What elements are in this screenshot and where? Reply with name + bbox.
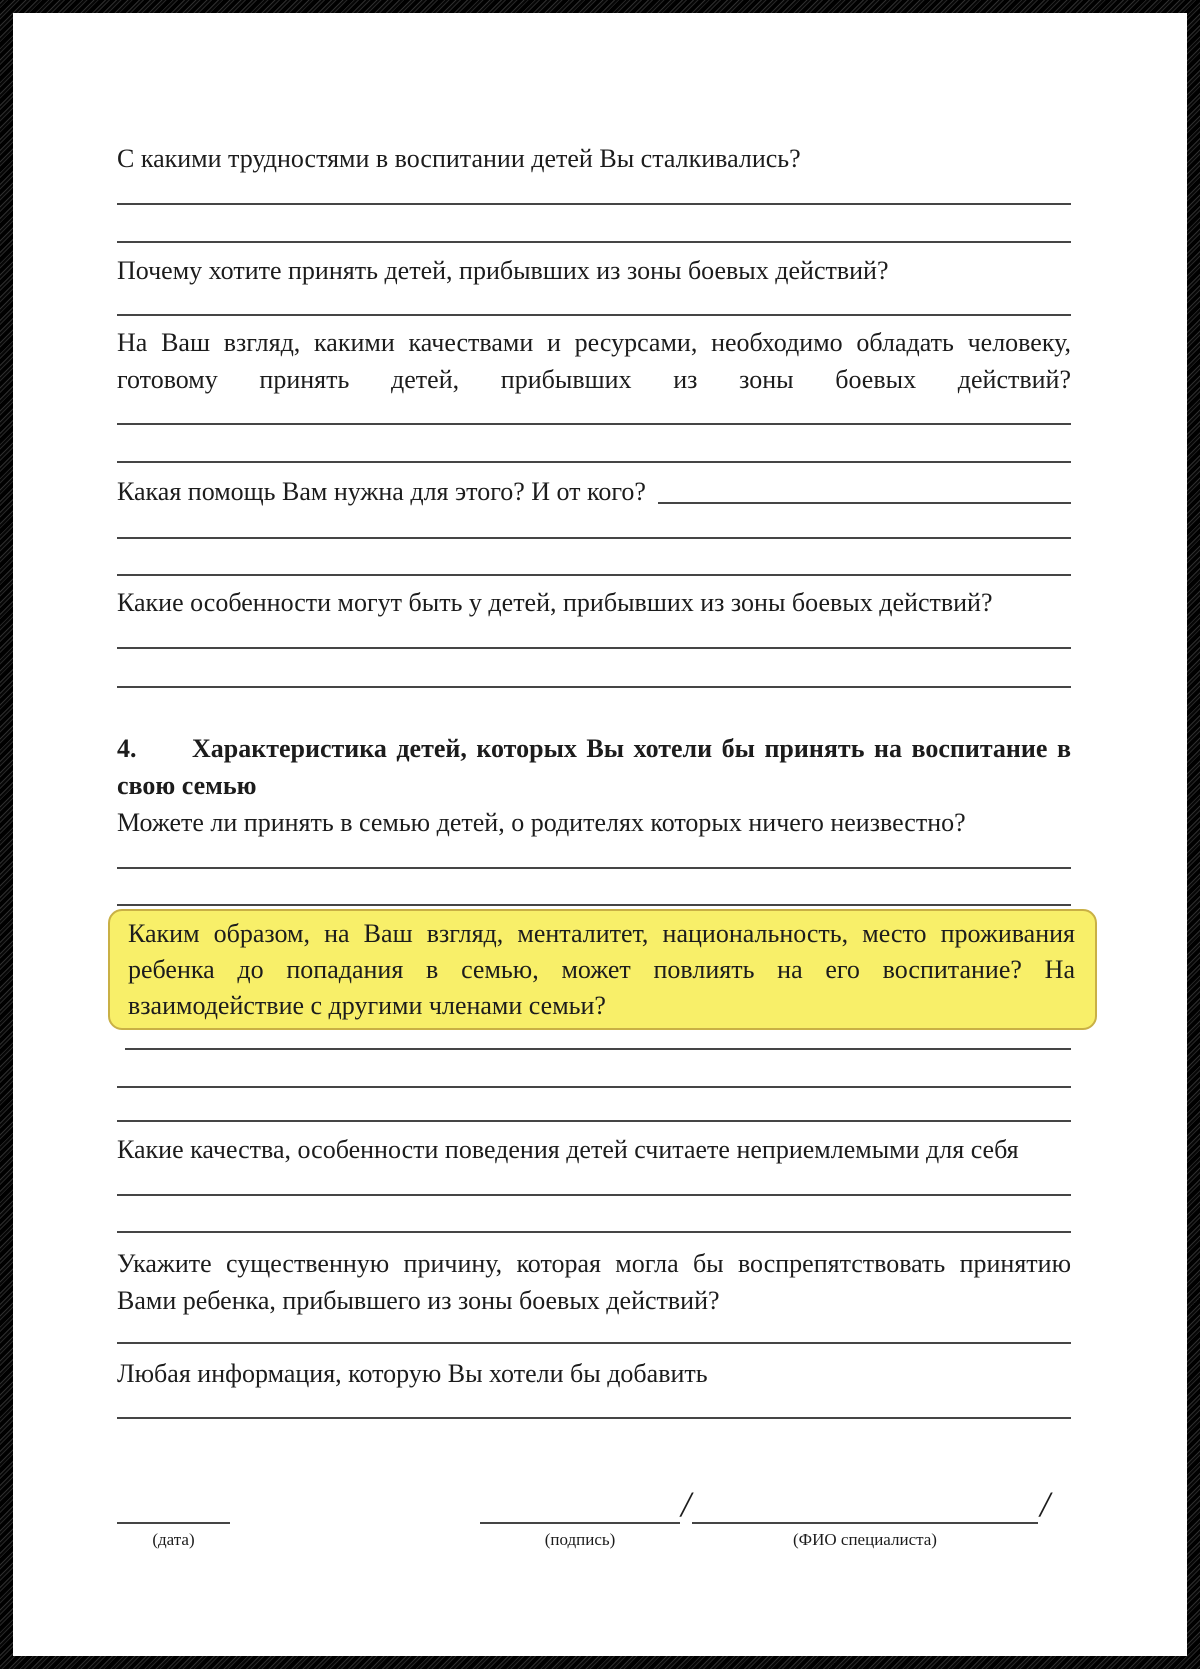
section-4-heading [117,730,1071,804]
question-mentality-highlighted: Каким образом, на Ваш взгляд, менталитет, национальность, место проживания ребенка до попадания в семью, может повлиять на его воспитание? На взаимодействие с другими членами семьи? [128,919,1075,1020]
answer-line [117,1196,1071,1233]
answer-line-inline [658,473,1071,504]
section-4-title: Характеристика детей, которых Вы хотели бы принять на воспитание в свою семью [117,734,1071,800]
answer-line [117,289,1071,316]
answer-line [117,621,1071,649]
answer-line [117,1168,1071,1196]
answer-line [117,1088,1071,1122]
answer-line [117,177,1071,205]
answer-line [117,1392,1071,1419]
question-unknown-parents: Можете ли принять в семью детей, о родителях которых ничего неизвестно? [117,808,966,837]
specialist-name-line [692,1522,1038,1524]
answer-line [117,841,1071,869]
question-help-needed: Какая помощь Вам нужна для этого? И от кого? [117,477,646,506]
question-difficulties: С какими трудностями в воспитании детей Вы сталкивались? [117,144,801,173]
answer-line [117,398,1071,425]
question-unacceptable-traits: Какие качества, особенности поведения детей считаете неприемлемыми для себя [117,1135,1019,1164]
page-content [13,13,1187,1574]
separator-slash: / [681,1484,692,1524]
answer-line [117,510,1071,539]
signature-block [117,1484,1071,1574]
date-line [117,1522,230,1524]
answer-line [117,1319,1071,1344]
question-additional-info: Любая информация, которую Вы хотели бы добавить [117,1359,708,1388]
answer-line [125,1030,1071,1050]
answer-line [117,539,1071,576]
answer-line [117,205,1071,243]
specialist-name-label: (ФИО специалиста) [793,1530,937,1549]
date-label: (дата) [152,1530,195,1549]
question-why-accept: Почему хотите принять детей, прибывших из зоны боевых действий? [117,256,889,285]
highlighted-question-box [108,909,1097,1030]
answer-line [117,425,1071,463]
question-help-needed-row [117,473,1071,510]
answer-line [117,1050,1071,1088]
question-child-peculiarities: Какие особенности могут быть у детей, прибывших из зоны боевых действий? [117,588,993,617]
separator-slash: / [1040,1484,1051,1524]
signature-label: (подпись) [544,1530,616,1549]
signature-line [480,1522,680,1524]
answer-line [117,649,1071,688]
section-4-number: 4. [117,734,137,763]
question-qualities-resources: На Ваш взгляд, какими качествами и ресурсами, необходимо обладать человеку, готовому принять детей, прибывших из зоны боевых действий? [117,328,1071,394]
answer-line [117,869,1071,906]
question-essential-reason: Укажите существенную причину, которая могла бы воспрепятствовать принятию Вами ребенка, прибывшего из зоны боевых действий? [117,1249,1071,1315]
